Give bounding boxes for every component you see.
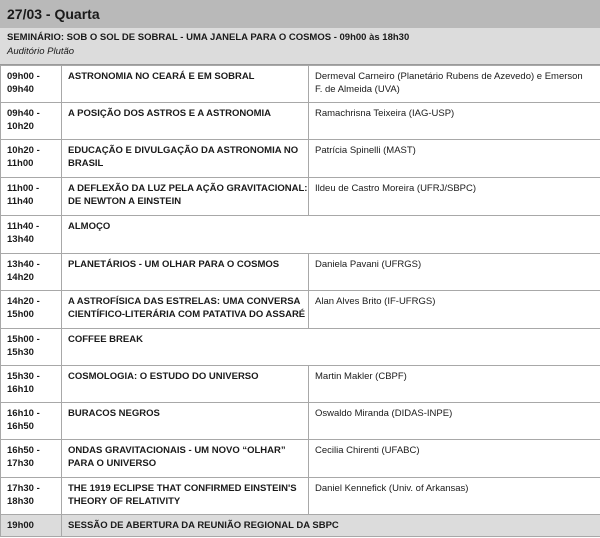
time-cell bbox=[1, 103, 62, 140]
time-end: 16h10 bbox=[7, 384, 34, 395]
speaker-cell bbox=[309, 66, 600, 103]
time-cell bbox=[1, 66, 62, 103]
time-cell bbox=[1, 403, 62, 440]
schedule-row bbox=[1, 254, 600, 291]
time-end: 11h00 bbox=[7, 158, 34, 169]
time-end: 10h20 bbox=[7, 121, 34, 132]
topic-cell bbox=[62, 291, 309, 329]
topic-line: COSMOLOGIA: O ESTUDO DO UNIVERSO bbox=[68, 371, 259, 382]
time-cell bbox=[1, 291, 62, 329]
topic-cell bbox=[62, 66, 309, 103]
schedule-row bbox=[1, 329, 600, 366]
topic-line: BURACOS NEGROS bbox=[68, 408, 160, 419]
speaker-line: Daniel Kennefick (Univ. of Arkansas) bbox=[315, 483, 469, 494]
time-cell bbox=[1, 478, 62, 515]
schedule-row bbox=[1, 478, 600, 515]
speaker-line: Ildeu de Castro Moreira (UFRJ/SBPC) bbox=[315, 183, 477, 194]
time-start: 15h30 - bbox=[7, 371, 40, 382]
speaker-line: Dermeval Carneiro (Planetário Rubens de Azevedo) e Emerson bbox=[315, 71, 583, 82]
time-cell bbox=[1, 254, 62, 291]
schedule-row bbox=[1, 216, 600, 254]
speaker-cell bbox=[309, 254, 600, 291]
time-cell bbox=[1, 440, 62, 478]
topic-cell bbox=[62, 440, 309, 478]
time-start: 09h40 - bbox=[7, 108, 40, 119]
topic-cell bbox=[62, 216, 600, 254]
topic-line: DE NEWTON A EINSTEIN bbox=[68, 196, 182, 207]
topic-line: THEORY OF RELATIVITY bbox=[68, 496, 181, 507]
topic-cell bbox=[62, 366, 309, 403]
time-start: 14h20 - bbox=[7, 296, 40, 307]
topic-line: A POSIÇÃO DOS ASTROS E A ASTRONOMIA bbox=[68, 108, 272, 119]
topic-cell bbox=[62, 178, 309, 216]
time-start: 17h30 - bbox=[7, 483, 40, 494]
time-end: 17h30 bbox=[7, 458, 34, 469]
speaker-cell bbox=[309, 366, 600, 403]
topic-line: BRASIL bbox=[68, 158, 104, 169]
time-start: 11h40 - bbox=[7, 221, 40, 232]
topic-line: A ASTROFÍSICA DAS ESTRELAS: UMA CONVERSA bbox=[68, 296, 301, 307]
topic-line: A DEFLEXÃO DA LUZ PELA AÇÃO GRAVITACIONAL: bbox=[68, 183, 308, 194]
schedule-row bbox=[1, 140, 600, 178]
speaker-cell bbox=[309, 403, 600, 440]
topic-line: ASTRONOMIA NO CEARÁ E EM SOBRAL bbox=[68, 71, 255, 82]
time-end: 13h40 bbox=[7, 234, 34, 245]
speaker-line: F. de Almeida (UVA) bbox=[315, 84, 400, 95]
topic-cell bbox=[62, 515, 600, 537]
time-start: 13h40 - bbox=[7, 259, 40, 270]
speaker-cell bbox=[309, 478, 600, 515]
speaker-line: Daniela Pavani (UFRGS) bbox=[315, 259, 422, 270]
topic-cell bbox=[62, 478, 309, 515]
speaker-cell bbox=[309, 178, 600, 216]
topic-line: COFFEE BREAK bbox=[68, 334, 143, 345]
time-end: 16h50 bbox=[7, 421, 34, 432]
time-start: 11h00 - bbox=[7, 183, 40, 194]
speaker-line: Oswaldo Miranda (DIDAS-INPE) bbox=[315, 408, 453, 419]
time-end: 11h40 bbox=[7, 196, 34, 207]
topic-cell bbox=[62, 103, 309, 140]
topic-line: ONDAS GRAVITACIONAIS - UM NOVO “OLHAR” bbox=[68, 445, 286, 456]
time-start: 16h10 - bbox=[7, 408, 40, 419]
time-cell bbox=[1, 216, 62, 254]
speaker-line: Patrícia Spinelli (MAST) bbox=[315, 145, 416, 156]
schedule-row bbox=[1, 291, 600, 329]
schedule-row bbox=[1, 403, 600, 440]
day-header: 27/03 - Quarta bbox=[0, 0, 600, 28]
time-cell bbox=[1, 140, 62, 178]
schedule-row bbox=[1, 515, 600, 537]
time-end: 18h30 bbox=[7, 496, 34, 507]
speaker-line: Ramachrisna Teixeira (IAG-USP) bbox=[315, 108, 455, 119]
schedule-row bbox=[1, 366, 600, 403]
topic-line: PARA O UNIVERSO bbox=[68, 458, 157, 469]
topic-cell bbox=[62, 254, 309, 291]
seminar-venue: Auditório Plutão bbox=[7, 46, 75, 57]
topic-cell bbox=[62, 329, 600, 366]
topic-line: PLANETÁRIOS - UM OLHAR PARA O COSMOS bbox=[68, 259, 280, 270]
topic-line: EDUCAÇÃO E DIVULGAÇÃO DA ASTRONOMIA NO bbox=[68, 145, 299, 156]
time-end: 15h00 bbox=[7, 309, 34, 320]
speaker-line: Cecilia Chirenti (UFABC) bbox=[315, 445, 420, 456]
time-end: 09h40 bbox=[7, 84, 34, 95]
seminar-title: SEMINÁRIO: SOB O SOL DE SOBRAL - UMA JANELA PARA O COSMOS - 09h00 às 18h30 bbox=[7, 32, 410, 43]
time-start: 09h00 - bbox=[7, 71, 40, 82]
time-cell bbox=[1, 366, 62, 403]
schedule-row bbox=[1, 178, 600, 216]
topic-line: CIENTÍFICO-LITERÁRIA COM PATATIVA DO ASSARÉ bbox=[68, 309, 306, 320]
speaker-cell bbox=[309, 103, 600, 140]
time-end: 14h20 bbox=[7, 272, 34, 283]
time-cell bbox=[1, 515, 62, 537]
topic-cell bbox=[62, 140, 309, 178]
speaker-line: Martin Makler (CBPF) bbox=[315, 371, 407, 382]
schedule-row bbox=[1, 66, 600, 103]
speaker-line: Alan Alves Brito (IF-UFRGS) bbox=[315, 296, 436, 307]
time-start: 16h50 - bbox=[7, 445, 40, 456]
time-start: 15h00 - bbox=[7, 334, 40, 345]
time-cell bbox=[1, 178, 62, 216]
time-end: 15h30 bbox=[7, 347, 34, 358]
speaker-cell bbox=[309, 140, 600, 178]
speaker-cell bbox=[309, 440, 600, 478]
time-start: 10h20 - bbox=[7, 145, 40, 156]
time-start: 19h00 bbox=[7, 520, 34, 531]
topic-cell bbox=[62, 403, 309, 440]
time-cell bbox=[1, 329, 62, 366]
topic-line: THE 1919 ECLIPSE THAT CONFIRMED EINSTEIN'S bbox=[68, 483, 297, 494]
schedule-row bbox=[1, 103, 600, 140]
speaker-cell bbox=[309, 291, 600, 329]
seminar-banner bbox=[0, 28, 600, 65]
schedule-row bbox=[1, 440, 600, 478]
topic-line: ALMOÇO bbox=[68, 221, 111, 232]
schedule-table bbox=[0, 65, 600, 537]
topic-line: SESSÃO DE ABERTURA DA REUNIÃO REGIONAL DA SBPC bbox=[68, 520, 339, 531]
